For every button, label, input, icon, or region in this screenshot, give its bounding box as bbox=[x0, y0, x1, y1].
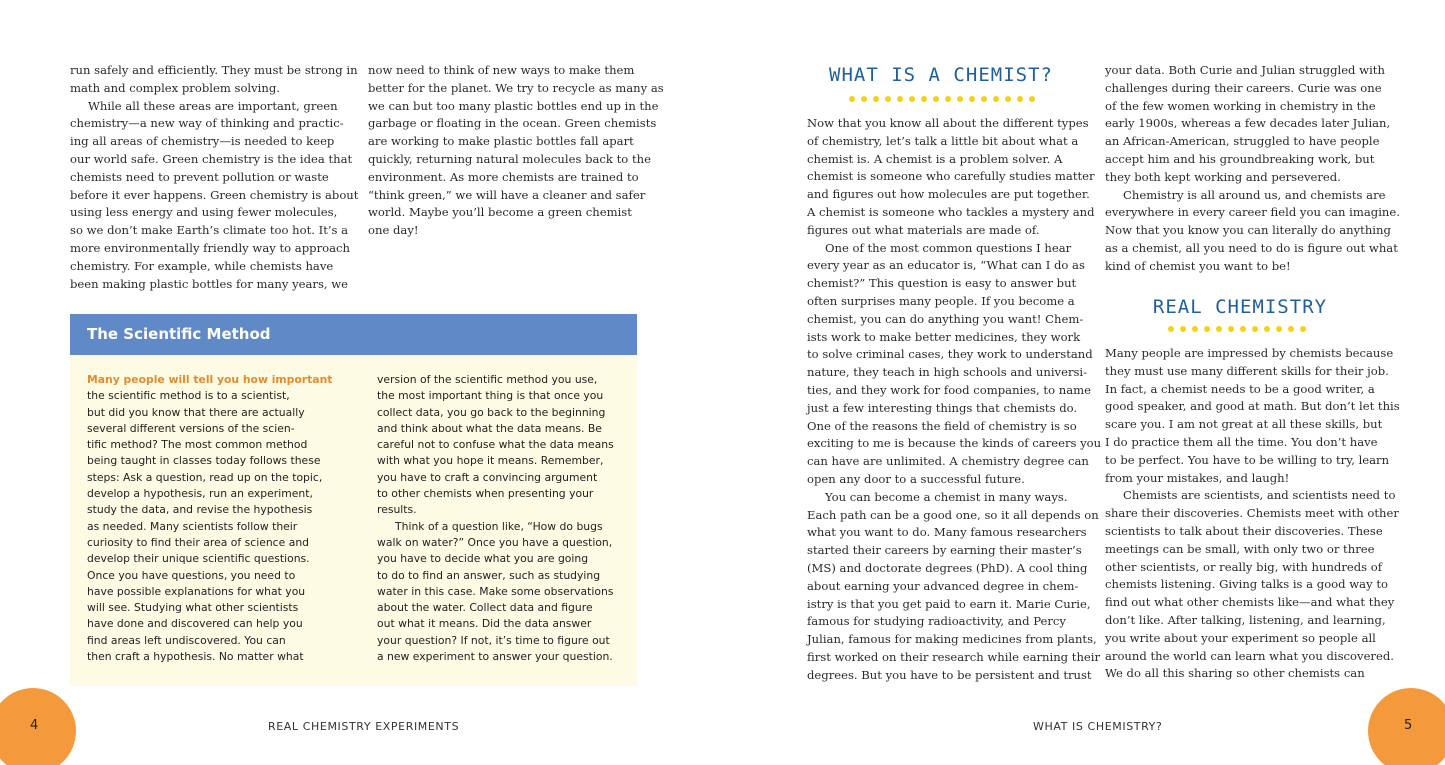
text-line: find out what other chemists like—and what they bbox=[1105, 595, 1395, 610]
text-line: I do practice them all the time. You don’t have bbox=[1105, 434, 1378, 449]
text-line: of the few women working in chemistry in the bbox=[1105, 98, 1376, 113]
text-line: exciting to me is because the kinds of careers you bbox=[807, 436, 1102, 451]
text-line: Now that you know all about the different types bbox=[807, 116, 1089, 130]
text-line: ing all areas of chemistry—is needed to keep bbox=[70, 134, 335, 149]
text-line: a new experiment to answer your question. bbox=[377, 650, 613, 664]
text-line: everywhere in every career field you can imagine. bbox=[1105, 205, 1400, 220]
text-line: In fact, a chemist needs to be a good writer, a bbox=[1105, 381, 1375, 396]
left-page-column-2 bbox=[368, 62, 664, 240]
text-line: don’t like. After talking, listening, and learning, bbox=[1105, 612, 1386, 627]
text-line: tific method? The most common method bbox=[87, 438, 308, 452]
text-line: chemistry. For example, while chemists have bbox=[70, 258, 334, 273]
text-line: one day! bbox=[368, 223, 419, 238]
sidebar-column-1 bbox=[87, 372, 337, 665]
text-line: you have to decide what you are going bbox=[377, 552, 589, 566]
text-line: every year as an educator is, “What can I do as bbox=[807, 258, 1085, 273]
text-line: Think of a question like, “How do bugs bbox=[395, 519, 603, 533]
left-page-column-1 bbox=[70, 62, 359, 293]
text-line: out what it means. Did the data answer bbox=[377, 617, 592, 631]
text-line: can have are unlimited. A chemistry degree can bbox=[807, 454, 1089, 469]
text-line: first worked on their research while earning their bbox=[807, 649, 1101, 664]
text-line: challenges during their careers. Curie was one bbox=[1105, 80, 1382, 95]
text-line: develop their unique scientific questions. bbox=[87, 552, 310, 566]
text-line: share their discoveries. Chemists meet with other bbox=[1105, 506, 1399, 521]
text-line: we can but too many plastic bottles end up in the bbox=[368, 98, 659, 113]
text-line: what you want to do. Many famous researchers bbox=[807, 525, 1087, 540]
text-line: have done and discovered can help you bbox=[87, 617, 303, 631]
text-line: been making plastic bottles for many years, we bbox=[70, 276, 349, 291]
text-line: they both kept working and persevered. bbox=[1105, 169, 1341, 184]
text-line: of chemistry, let’s talk a little bit about what a bbox=[807, 133, 1079, 148]
text-line: Julian, famous for making medicines from plants, bbox=[807, 632, 1097, 647]
text-line: you have to craft a convincing argument bbox=[377, 470, 598, 484]
text-line: chemist, you can do anything you want! Chem- bbox=[807, 311, 1084, 326]
text-line: will see. Studying what other scientists bbox=[87, 601, 299, 615]
text-line: nature, they teach in high schools and universi- bbox=[807, 365, 1088, 380]
sidebar-header bbox=[70, 314, 637, 355]
text-line: using less energy and using fewer molecules, bbox=[70, 205, 338, 220]
text-line: being taught in classes today follows these bbox=[87, 454, 321, 468]
text-line: good speaker, and good at math. But don’t let this bbox=[1105, 399, 1400, 414]
text-line: now need to think of new ways to make them bbox=[368, 63, 635, 77]
text-line: kind of chemist you want to be! bbox=[1105, 258, 1291, 273]
text-line: accept him and his groundbreaking work, but bbox=[1105, 151, 1375, 166]
text-line: around the world can learn what you discovered. bbox=[1105, 648, 1394, 663]
text-line: chemist?” This question is easy to answer but bbox=[807, 276, 1077, 291]
running-title-right: WHAT IS CHEMISTRY? bbox=[1033, 720, 1163, 733]
text-line: results. bbox=[377, 503, 417, 517]
text-line: run safely and efficiently. They must be strong in bbox=[70, 63, 358, 77]
text-line: the most important thing is that once you bbox=[377, 389, 604, 403]
text-line: several different versions of the scien- bbox=[87, 421, 295, 435]
text-line: scientists to talk about their discoveries. These bbox=[1105, 523, 1383, 538]
text-line: walk on water?” Once you have a question, bbox=[377, 535, 613, 549]
text-line: to be perfect. You have to be willing to try, learn bbox=[1105, 452, 1390, 467]
text-line: steps: Ask a question, read up on the topic, bbox=[87, 470, 323, 484]
text-line: chemists listening. Giving talks is a good way to bbox=[1105, 577, 1388, 592]
scientific-method-sidebar bbox=[70, 314, 637, 686]
text-line: Now that you know you can literally do anything bbox=[1105, 223, 1391, 238]
text-line: collect data, you go back to the beginning bbox=[377, 405, 606, 419]
text-line: chemists need to prevent pollution or waste bbox=[70, 169, 329, 184]
text-line: you write about your experiment so people all bbox=[1105, 630, 1376, 645]
text-line: from your mistakes, and laugh! bbox=[1105, 470, 1290, 485]
text-line: other scientists, or really big, with hundreds of bbox=[1105, 559, 1383, 574]
text-line: A chemist is someone who tackles a mystery and bbox=[807, 204, 1095, 219]
text-line: often surprises many people. If you become a bbox=[807, 293, 1075, 308]
text-line: You can become a chemist in many ways. bbox=[825, 489, 1068, 504]
page-number-left: 4 bbox=[30, 718, 39, 733]
heading-what-is-a-chemist: WHAT IS A CHEMIST? bbox=[829, 64, 1053, 86]
text-line: We do all this sharing so other chemists can bbox=[1105, 666, 1365, 681]
text-line: curiosity to find their area of science and bbox=[87, 535, 310, 549]
text-line: your data. Both Curie and Julian struggled with bbox=[1105, 63, 1385, 77]
text-line: about earning your advanced degree in chem- bbox=[807, 578, 1079, 593]
text-line: istry is that you get paid to earn it. Marie Curie, bbox=[807, 596, 1091, 611]
right-page-column-2-bottom bbox=[1105, 345, 1400, 683]
text-line: garbage or floating in the ocean. Green chemists bbox=[368, 116, 657, 131]
text-line: before it ever happens. Green chemistry is about bbox=[70, 187, 359, 202]
text-line: ists work to make better medicines, they work bbox=[807, 329, 1081, 344]
text-line: an African-American, struggled to have people bbox=[1105, 134, 1380, 149]
text-line: environment. As more chemists are trained to bbox=[368, 169, 639, 184]
text-line: chemist is someone who carefully studies matter bbox=[807, 169, 1095, 184]
page-number-right: 5 bbox=[1404, 718, 1413, 733]
text-line: careful not to confuse what the data means bbox=[377, 438, 614, 452]
text-line: our world safe. Green chemistry is the idea that bbox=[70, 151, 353, 166]
text-line: Chemistry is all around us, and chemists are bbox=[1123, 187, 1386, 202]
text-line: to do to find an answer, such as studying bbox=[377, 568, 601, 582]
text-line: Many people are impressed by chemists because bbox=[1105, 346, 1394, 360]
text-line: degrees. But you have to be persistent and trust bbox=[807, 667, 1092, 682]
text-line: just a few interesting things that chemists do. bbox=[807, 400, 1078, 415]
text-line: early 1900s, whereas a few decades later Julian, bbox=[1105, 116, 1391, 131]
text-line: so we don’t make Earth’s climate too hot. It’s a bbox=[70, 223, 349, 238]
text-line: your question? If not, it’s time to figure out bbox=[377, 633, 610, 647]
text-line: study the data, and revise the hypothesis bbox=[87, 503, 313, 517]
text-line: (MS) and doctorate degrees (PhD). A cool thing bbox=[807, 560, 1088, 575]
running-title-left: REAL CHEMISTRY EXPERIMENTS bbox=[268, 720, 460, 733]
heading-real-chemistry: REAL CHEMISTRY bbox=[1152, 296, 1328, 318]
text-line: world. Maybe you’ll become a green chemist bbox=[368, 205, 632, 220]
decorative-dot-rule bbox=[1168, 326, 1306, 332]
right-page-column-2-top bbox=[1105, 62, 1400, 276]
text-line: One of the most common questions I hear bbox=[825, 240, 1072, 255]
text-line: have possible explanations for what you bbox=[87, 584, 306, 598]
text-line: famous for studying radioactivity, and Percy bbox=[807, 614, 1066, 629]
text-line: figures out what materials are made of. bbox=[807, 222, 1040, 237]
text-line: version of the scientific method you use, bbox=[377, 373, 598, 386]
text-line: more environmentally friendly way to approach bbox=[70, 240, 350, 255]
text-line: as a chemist, all you need to do is figure out what bbox=[1105, 240, 1398, 255]
text-line: then craft a hypothesis. No matter what bbox=[87, 650, 304, 664]
text-line: but did you know that there are actually bbox=[87, 405, 305, 419]
text-line: with what you hope it means. Remember, bbox=[377, 454, 604, 468]
text-line: quickly, returning natural molecules back to the bbox=[368, 151, 651, 166]
text-line: the scientific method is to a scientist, bbox=[87, 389, 290, 403]
text-line: Each path can be a good one, so it all depends on bbox=[807, 507, 1099, 522]
text-line: “think green,” we will have a cleaner and safer bbox=[368, 187, 646, 202]
sidebar-column-2 bbox=[377, 372, 627, 665]
text-line: ties, and they work for food companies, to name bbox=[807, 382, 1091, 397]
text-line: One of the reasons the field of chemistry is so bbox=[807, 418, 1077, 433]
text-line: are working to make plastic bottles fall apart bbox=[368, 134, 634, 149]
text-line: to solve criminal cases, they work to understand bbox=[807, 347, 1093, 362]
text-line: as needed. Many scientists follow their bbox=[87, 519, 298, 533]
text-line: and think about what the data means. Be bbox=[377, 421, 602, 435]
text-line: Chemists are scientists, and scientists need to bbox=[1123, 488, 1396, 503]
right-page-column-1 bbox=[807, 115, 1102, 685]
text-line: open any door to a successful future. bbox=[807, 471, 1025, 486]
decorative-dot-rule bbox=[849, 96, 1035, 102]
text-line: to other chemists when presenting your bbox=[377, 487, 594, 501]
text-line: chemistry—a new way of thinking and practic- bbox=[70, 116, 344, 131]
text-line: chemist is. A chemist is a problem solver. A bbox=[807, 151, 1063, 166]
text-line: meetings can be small, with only two or three bbox=[1105, 541, 1375, 556]
text-line: While all these areas are important, green bbox=[88, 98, 338, 113]
text-line: math and complex problem solving. bbox=[70, 80, 280, 95]
text-line: better for the planet. We try to recycle as many as bbox=[368, 80, 664, 95]
text-line: started their careers by earning their master’s bbox=[807, 543, 1082, 558]
text-line: develop a hypothesis, run an experiment, bbox=[87, 487, 313, 501]
text-line: find areas left undiscovered. You can bbox=[87, 633, 286, 647]
text-line: scare you. I am not great at all these skills, but bbox=[1105, 417, 1383, 432]
sidebar-lead-in: Many people will tell you how important bbox=[87, 373, 333, 386]
sidebar-title: The Scientific Method bbox=[87, 325, 271, 343]
text-line: water in this case. Make some observations bbox=[377, 584, 614, 598]
text-line: about the water. Collect data and figure bbox=[377, 601, 593, 615]
text-line: they must use many different skills for their job. bbox=[1105, 363, 1389, 378]
text-line: and figures out how molecules are put together. bbox=[807, 187, 1090, 202]
text-line: Once you have questions, you need to bbox=[87, 568, 296, 582]
